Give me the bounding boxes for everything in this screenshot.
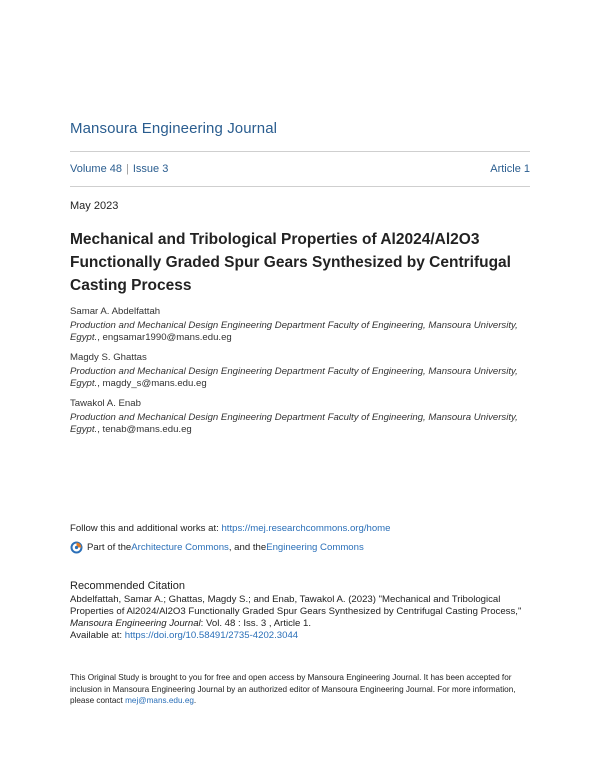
publication-date: May 2023 bbox=[70, 200, 119, 212]
affiliation-text: Production and Mechanical Design Engineering Department Faculty of Engineering, Mansoura University, Egypt. bbox=[70, 366, 518, 389]
author-email: , tenab@mans.edu.eg bbox=[97, 424, 192, 435]
footer-end: . bbox=[193, 696, 197, 705]
author-entry bbox=[70, 352, 530, 390]
footer-text: This Original Study is brought to you for free and open access by Mansoura Engineering Journal. It has been accepted for inclusion in Mansoura Engineering Journal by an authorized editor of Mansoura Engineering Journal. For more information, please contact bbox=[70, 673, 516, 705]
author-entry bbox=[70, 398, 530, 436]
citation-volinfo: : Vol. 48 : Iss. 3 , Article 1. bbox=[200, 618, 312, 629]
author-email: , magdy_s@mans.edu.eg bbox=[97, 378, 207, 389]
citation-journal: Mansoura Engineering Journal bbox=[70, 618, 201, 629]
volume-link[interactable]: Volume 48 bbox=[70, 163, 122, 175]
issue-separator: | bbox=[125, 163, 129, 175]
author-entry bbox=[70, 306, 530, 344]
doi-link[interactable]: https://doi.org/10.58491/2735-4202.3044 bbox=[124, 630, 299, 641]
architecture-commons-link[interactable]: Architecture Commons bbox=[131, 542, 229, 553]
home-link[interactable]: https://mej.researchcommons.org/home bbox=[221, 523, 391, 534]
author-name: Magdy S. Ghattas bbox=[70, 352, 147, 363]
divider-bottom bbox=[70, 186, 530, 187]
citation-heading: Recommended Citation bbox=[70, 580, 185, 592]
author-affiliation bbox=[70, 366, 530, 390]
article-link[interactable]: Article 1 bbox=[490, 163, 530, 175]
author-affiliation bbox=[70, 320, 530, 344]
follow-line bbox=[70, 523, 390, 534]
issue-row bbox=[70, 163, 530, 175]
article-title: Mechanical and Tribological Properties of Al2024/Al2O3 Functionally Graded Spur Gears Synthesized by Centrifugal Casting Process bbox=[70, 231, 511, 294]
part-of-prefix: Part of the bbox=[87, 542, 132, 553]
contact-email-link[interactable]: mej@mans.edu.eg bbox=[125, 696, 194, 705]
part-of-line bbox=[70, 541, 364, 554]
follow-text: Follow this and additional works at: bbox=[70, 523, 222, 534]
footer-note bbox=[70, 672, 530, 707]
author-list bbox=[70, 306, 530, 444]
citation-body bbox=[70, 594, 530, 642]
author-email: , engsamar1990@mans.edu.eg bbox=[97, 332, 232, 343]
author-affiliation bbox=[70, 412, 530, 436]
affiliation-text: Production and Mechanical Design Engineering Department Faculty of Engineering, Mansoura University, Egypt. bbox=[70, 320, 518, 343]
issue-link[interactable]: Issue 3 bbox=[132, 163, 169, 175]
author-name: Samar A. Abdelfattah bbox=[70, 306, 161, 317]
divider-top bbox=[70, 151, 530, 152]
author-name: Tawakol A. Enab bbox=[70, 398, 141, 409]
engineering-commons-link[interactable]: Engineering Commons bbox=[266, 542, 364, 553]
bepress-commons-icon bbox=[70, 541, 83, 554]
part-of-middle: , and the bbox=[228, 542, 267, 553]
citation-text: Abdelfattah, Samar A.; Ghattas, Magdy S.; and Enab, Tawakol A. (2023) "Mechanical and Tribological Properties of Al2024/Al2O3 Functionally Graded Spur Gears Synthesized by Centrifugal Casting Process," bbox=[70, 594, 522, 617]
journal-title[interactable]: Mansoura Engineering Journal bbox=[70, 120, 278, 137]
citation-available: Available at: bbox=[70, 630, 125, 641]
affiliation-text: Production and Mechanical Design Engineering Department Faculty of Engineering, Mansoura University, Egypt. bbox=[70, 412, 518, 435]
